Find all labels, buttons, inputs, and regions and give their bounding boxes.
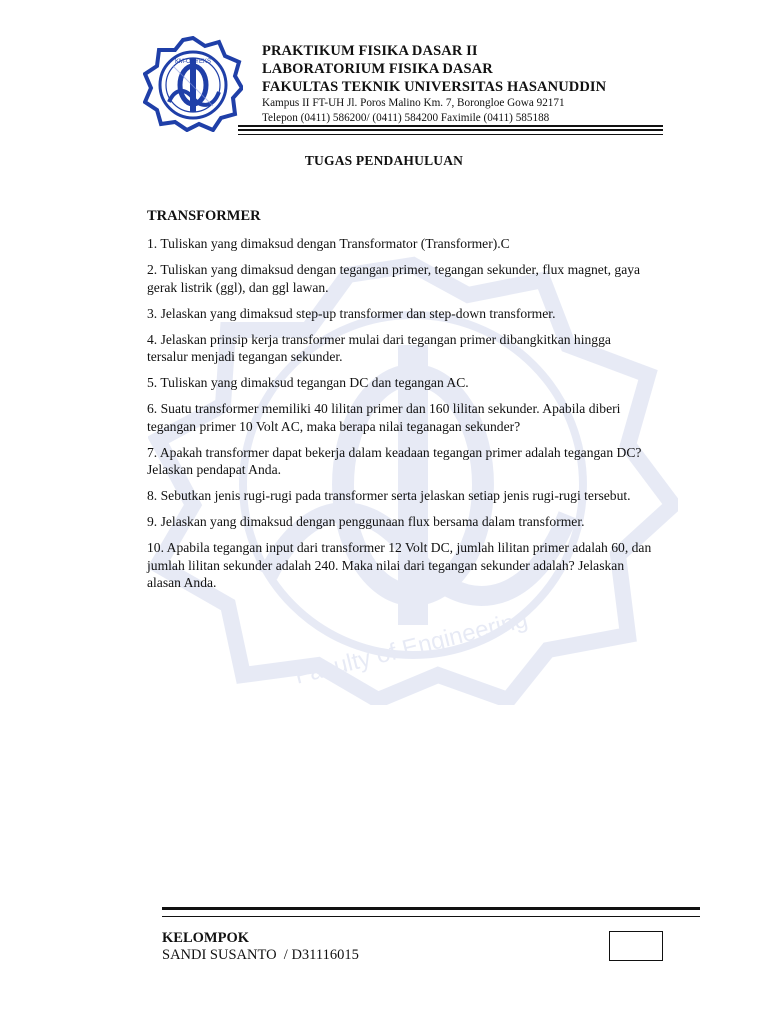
question-item: 10. Apabila tegangan input dari transformer 12 Volt DC, jumlah lilitan primer adalah 60, dan jumlah lilitan sekunder adalah 240. Maka nilai dari tegangan sekunder adalah? Jelaskan alasan Anda. bbox=[147, 540, 652, 590]
question-item: 5. Tuliskan yang dimaksud tegangan DC dan tegangan AC. bbox=[147, 375, 469, 390]
question-item: 9. Jelaskan yang dimaksud dengan penggunaan flux bersama dalam transformer. bbox=[147, 514, 585, 529]
score-box bbox=[609, 931, 663, 961]
svg-text:KM-ONYEKS: KM-ONYEKS bbox=[174, 59, 212, 65]
faculty-logo-icon bbox=[143, 36, 243, 132]
letterhead-line-1: PRAKTIKUM FISIKA DASAR II bbox=[262, 43, 478, 59]
question-list bbox=[147, 235, 653, 600]
group-member: SANDI SUSANTO / D31116015 bbox=[162, 947, 359, 963]
question-item: 4. Jelaskan prinsip kerja transformer mulai dari tegangan primer dibangkitkan hingga tersalur menjadi tegangan sekunder. bbox=[147, 331, 611, 364]
letterhead-phone: Telepon (0411) 586200/ (0411) 584200 Faximile (0411) 585188 bbox=[262, 112, 550, 124]
group-label: KELOMPOK bbox=[162, 930, 249, 946]
letterhead-line-2: LABORATORIUM FISIKA DASAR bbox=[262, 61, 493, 77]
footer-divider bbox=[162, 907, 700, 917]
letterhead-address: Kampus II FT-UH Jl. Poros Malino Km. 7, Borongloe Gowa 92171 bbox=[262, 97, 565, 109]
question-item: 6. Suatu transformer memiliki 40 lilitan primer dan 160 lilitan sekunder. Apabila diberi tegangan primer 10 Volt AC, maka berapa nilai teganagan sekunder? bbox=[147, 401, 621, 434]
header-divider bbox=[238, 125, 663, 135]
document-title: TUGAS PENDAHULUAN bbox=[304, 153, 464, 168]
letterhead bbox=[262, 42, 682, 126]
question-item: 3. Jelaskan yang dimaksud step-up transformer dan step-down transformer. bbox=[147, 305, 556, 321]
question-item: 2. Tuliskan yang dimaksud dengan tegangan primer, tegangan sekunder, flux magnet, gaya gerak listrik (ggl), dan ggl lawan. bbox=[147, 262, 641, 295]
question-item: 1. Tuliskan yang dimaksud dengan Transformator (Transformer).C bbox=[147, 236, 510, 251]
question-item: 7. Apakah transformer dapat bekerja dalam keadaan tegangan primer adalah tegangan DC? Jelaskan pendapat Anda. bbox=[147, 444, 642, 477]
letterhead-line-3: FAKULTAS TEKNIK UNIVERSITAS HASANUDDIN bbox=[262, 79, 607, 95]
question-item: 8. Sebutkan jenis rugi-rugi pada transformer serta jelaskan setiap jenis rugi-rugi tersebut. bbox=[147, 488, 631, 503]
svg-text:Faculty of Engineering: Faculty of Engineering bbox=[292, 605, 531, 690]
section-heading: TRANSFORMER bbox=[147, 208, 261, 224]
